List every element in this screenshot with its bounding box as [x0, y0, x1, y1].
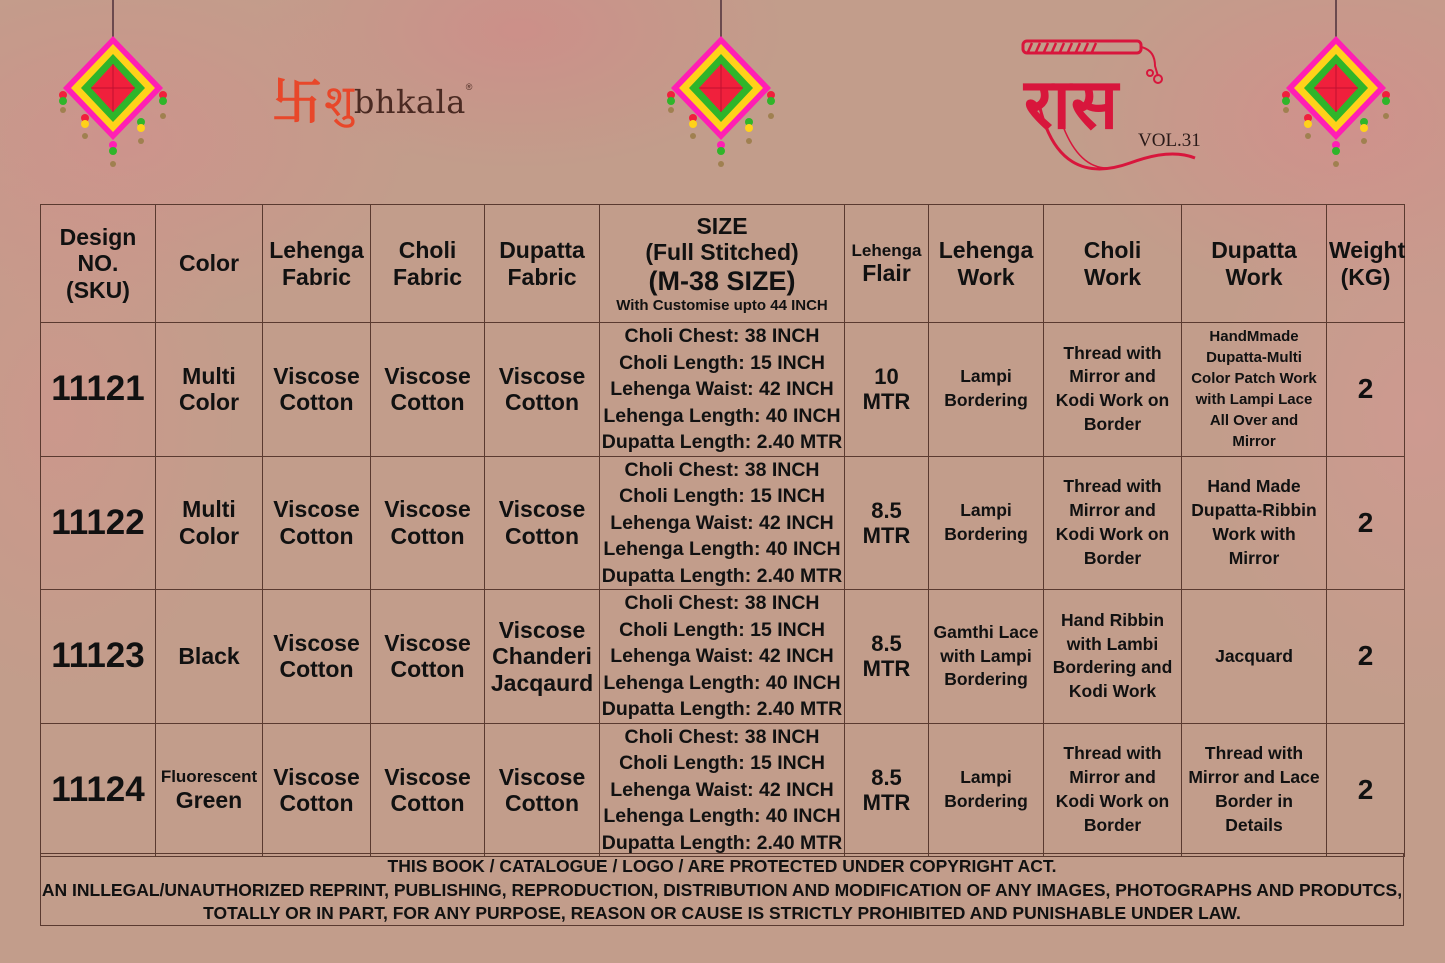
cell-choli-fabric: Viscose Cotton	[371, 456, 485, 590]
cell-dupatta-fabric: Viscose Cotton	[485, 323, 600, 457]
cell-color: Multi Color	[156, 456, 263, 590]
cell-size: Choli Chest: 38 INCH Choli Length: 15 INCH Lehenga Waist: 42 INCH Lehenga Length: 40 INCH Dupatta Length: 2.40 MTR	[600, 590, 845, 724]
cell-lehenga-flair: 8.5 MTR	[845, 723, 929, 857]
cell-lehenga-work: Gamthi Lace with Lampi Bordering	[929, 590, 1044, 724]
cell-lehenga-fabric: Viscose Cotton	[263, 590, 371, 724]
header-lehenga-fabric: Lehenga Fabric	[263, 205, 371, 323]
cell-choli-fabric: Viscose Cotton	[371, 323, 485, 457]
cell-choli-work: Thread with Mirror and Kodi Work on Border	[1044, 323, 1182, 457]
cell-dupatta-fabric: Viscose Cotton	[485, 723, 600, 857]
table-header-row	[41, 205, 1405, 323]
volume-label: VOL.31	[1138, 130, 1201, 151]
cell-color: Multi Color	[156, 323, 263, 457]
header-dupatta-fabric: Dupatta Fabric	[485, 205, 600, 323]
kite-ornament-icon	[55, 0, 171, 170]
cell-sku: 11121	[41, 323, 156, 457]
header-color: Color	[156, 205, 263, 323]
copyright-line: AN INLLEGAL/UNAUTHORIZED REPRINT, PUBLISHING, REPRODUCTION, DISTRIBUTION AND MODIFICATION OF ANY IMAGES, PHOTOGRAPHS AND PRODUTCS,	[41, 879, 1403, 900]
cell-choli-work: Thread with Mirror and Kodi Work on Border	[1044, 456, 1182, 590]
kite-ornament-icon	[663, 0, 779, 170]
brand-name: bhkala	[353, 83, 466, 121]
swastik-icon: 卐	[272, 74, 322, 130]
cell-lehenga-work: Lampi Bordering	[929, 456, 1044, 590]
cell-sku: 11123	[41, 590, 156, 724]
cell-choli-fabric: Viscose Cotton	[371, 590, 485, 724]
cell-choli-work: Hand Ribbin with Lambi Bordering and Kodi Work	[1044, 590, 1182, 724]
registered-mark: ®	[465, 82, 473, 92]
table-row	[41, 590, 1405, 724]
cell-dupatta-fabric: Viscose Chanderi Jacqaurd	[485, 590, 600, 724]
raas-logo-icon	[1020, 38, 1210, 178]
cell-lehenga-work: Lampi Bordering	[929, 323, 1044, 457]
header-weight: Weight (KG)	[1327, 205, 1405, 323]
copyright-line: THIS BOOK / CATALOGUE / LOGO / ARE PROTECTED UNDER COPYRIGHT ACT.	[387, 856, 1057, 876]
catalog-header	[0, 0, 1445, 200]
cell-size: Choli Chest: 38 INCH Choli Length: 15 INCH Lehenga Waist: 42 INCH Lehenga Length: 40 INCH Dupatta Length: 2.40 MTR	[600, 456, 845, 590]
cell-color: Black	[156, 590, 263, 724]
cell-weight: 2	[1327, 323, 1405, 457]
cell-dupatta-work: Thread with Mirror and Lace Border in Details	[1182, 723, 1327, 857]
header-design-no: Design NO. (SKU)	[41, 205, 156, 323]
cell-color: Fluorescent Green	[156, 723, 263, 857]
cell-size: Choli Chest: 38 INCH Choli Length: 15 INCH Lehenga Waist: 42 INCH Lehenga Length: 40 INCH Dupatta Length: 2.40 MTR	[600, 723, 845, 857]
cell-dupatta-fabric: Viscose Cotton	[485, 456, 600, 590]
kite-ornament-icon	[1278, 0, 1394, 170]
collection-logo-raas	[1020, 38, 1210, 178]
brand-logo-shubhkala	[272, 72, 472, 132]
header-lehenga-flair: Lehenga Flair	[845, 205, 929, 323]
cell-lehenga-flair: 8.5 MTR	[845, 456, 929, 590]
cell-weight: 2	[1327, 723, 1405, 857]
table-row	[41, 323, 1405, 457]
header-size: SIZE (Full Stitched) (M-38 SIZE) With Customise upto 44 INCH	[600, 205, 845, 323]
cell-size: Choli Chest: 38 INCH Choli Length: 15 INCH Lehenga Waist: 42 INCH Lehenga Length: 40 INCH Dupatta Length: 2.40 MTR	[600, 323, 845, 457]
header-choli-work: Choli Work	[1044, 205, 1182, 323]
cell-lehenga-fabric: Viscose Cotton	[263, 723, 371, 857]
brand-script-glyph: शु	[324, 76, 354, 127]
cell-weight: 2	[1327, 590, 1405, 724]
cell-lehenga-flair: 10 MTR	[845, 323, 929, 457]
cell-weight: 2	[1327, 456, 1405, 590]
cell-sku: 11124	[41, 723, 156, 857]
kite-ornament-right	[1278, 0, 1394, 170]
header-dupatta-work: Dupatta Work	[1182, 205, 1327, 323]
kite-ornament-left	[55, 0, 171, 170]
cell-lehenga-flair: 8.5 MTR	[845, 590, 929, 724]
cell-dupatta-work: Jacquard	[1182, 590, 1327, 724]
product-spec-table	[40, 204, 1405, 857]
cell-choli-fabric: Viscose Cotton	[371, 723, 485, 857]
cell-lehenga-work: Lampi Bordering	[929, 723, 1044, 857]
kite-ornament-center	[663, 0, 779, 170]
header-choli-fabric: Choli Fabric	[371, 205, 485, 323]
cell-dupatta-work: HandMmade Dupatta-Multi Color Patch Work with Lampi Lace All Over and Mirror	[1182, 323, 1327, 457]
cell-choli-work: Thread with Mirror and Kodi Work on Border	[1044, 723, 1182, 857]
table-row	[41, 723, 1405, 857]
cell-lehenga-fabric: Viscose Cotton	[263, 323, 371, 457]
svg-text:रास: रास	[1024, 63, 1119, 145]
cell-lehenga-fabric: Viscose Cotton	[263, 456, 371, 590]
copyright-notice	[40, 853, 1404, 926]
cell-dupatta-work: Hand Made Dupatta-Ribbin Work with Mirror	[1182, 456, 1327, 590]
copyright-line: TOTALLY OR IN PART, FOR ANY PURPOSE, REASON OR CAUSE IS STRICTLY PROHIBITED AND PUNISHABLE UNDER LAW.	[203, 903, 1241, 923]
header-lehenga-work: Lehenga Work	[929, 205, 1044, 323]
cell-sku: 11122	[41, 456, 156, 590]
table-row	[41, 456, 1405, 590]
